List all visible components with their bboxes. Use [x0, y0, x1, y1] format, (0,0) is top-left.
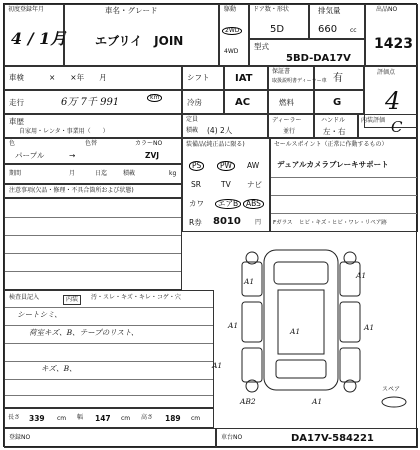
warranty-value-cell [314, 66, 364, 90]
equipment-aw: AW [247, 161, 260, 170]
equipment-tv: TV [221, 180, 231, 189]
rating-value: 4 [385, 87, 401, 115]
damage-mark: A1 [356, 271, 367, 280]
equipment-sr: SR [191, 180, 201, 189]
height-unit: cm [191, 415, 201, 422]
handle-label: ハンドル [321, 117, 346, 124]
windshield-outline [274, 262, 328, 284]
dimensions-cell [4, 408, 214, 428]
first-registration-label: 初度登録年月 [8, 6, 45, 13]
color-cell [4, 138, 182, 164]
notes-rule [5, 253, 181, 254]
inspection-value: × ×年 月 [49, 73, 107, 82]
period-date-label: 日迄 [95, 170, 108, 177]
selling-rule [271, 177, 417, 178]
color-code-label: カラーNO [135, 140, 163, 147]
notes-rule [5, 217, 181, 218]
length-unit: cm [57, 415, 67, 422]
recycle-label: R券 [189, 218, 202, 227]
damage-mark: A1 [244, 277, 255, 286]
shift-label: シフト [187, 73, 210, 82]
damage-mark: A1 [212, 361, 223, 370]
dealer-sub: 並行 [283, 128, 296, 135]
warranty-label-cell [268, 66, 327, 90]
length-value: 339 [29, 414, 45, 423]
period-kg: kg [169, 170, 177, 177]
registration-label: 登録NO [9, 434, 31, 441]
inspector-line-1: シートシミ、 [17, 310, 62, 319]
shift-label-cell [182, 66, 224, 90]
drive-cell [219, 4, 249, 66]
mileage-label: 走行 [9, 98, 24, 107]
ac-label-cell [182, 90, 224, 114]
inspection-cell [4, 66, 182, 90]
recycle-unit: 円 [255, 219, 262, 226]
ac-value-cell [224, 90, 268, 114]
inspector-options: 汚・スレ・キズ・キレ・コゲ・穴 [91, 294, 181, 301]
drive-label: 駆動 [224, 6, 237, 13]
history-sub: 自家用・レンタ・事業用（ ） [19, 128, 109, 135]
ac-value: AC [235, 97, 251, 108]
damage-mark: A1 [312, 397, 323, 406]
spare-tire-outline [382, 397, 406, 407]
period-month: 月 [69, 170, 76, 177]
ac-label: 冷房 [187, 98, 202, 107]
handle-cell [314, 114, 358, 138]
warranty-sub: 取扱説明書ディーラー車 [272, 78, 327, 84]
model-cell [249, 39, 365, 66]
width-unit: cm [121, 415, 131, 422]
lot-number-cell [365, 4, 418, 66]
notes-header-cell [4, 184, 182, 198]
capacity-sub: 積載 [186, 127, 199, 134]
chassis-value: DA17V-584221 [291, 433, 374, 444]
first-registration-value: 4 / 1月 [11, 29, 67, 48]
damage-mark: A1 [228, 321, 239, 330]
door-shape-label: ドア数・形状 [253, 6, 289, 13]
auction-sheet [3, 3, 417, 447]
damage-mark: A1 [364, 323, 375, 332]
equipment-navi: ナビ [247, 180, 262, 189]
spare-label: スペア [382, 386, 401, 393]
recycle-value: 8010 [213, 216, 241, 227]
displacement-unit: cc [350, 27, 357, 34]
equipment-pw-circled: PW [217, 161, 235, 171]
rear-window-outline [276, 360, 326, 378]
warranty-value: 有 [333, 73, 343, 84]
equipment-label: 装備品(純正品に限る) [186, 141, 245, 148]
left-side-panel [242, 302, 262, 342]
equipment-ps-circled: PS [189, 161, 204, 171]
model-value: 5BD-DA17V [286, 53, 351, 64]
period-cell [4, 164, 182, 184]
displacement-cell [309, 4, 365, 39]
inspector-line-2: 荷室キズ、B、テープのリスト、 [29, 328, 139, 337]
registration-cell [4, 428, 216, 448]
fuel-label: 燃料 [279, 98, 294, 107]
rating-label: 評価点 [377, 69, 396, 76]
history-label: 車歴 [9, 117, 24, 126]
lot-number-value: 1423 [374, 36, 413, 52]
inspector-sublabel: 内装 [63, 295, 81, 305]
notes-body [4, 198, 182, 290]
warranty-label: 保証書 [272, 68, 291, 75]
displacement-label: 排気量 [318, 6, 341, 15]
car-name-label: 車名・グレード [105, 6, 158, 15]
selling-rule [271, 213, 417, 214]
drive-4wd: 4WD [224, 48, 239, 55]
door-shape-cell [249, 4, 309, 39]
inspection-label: 車検 [9, 73, 24, 82]
roof-outline [278, 290, 324, 354]
mileage-unit-circled: km [147, 94, 162, 102]
width-value: 147 [95, 414, 111, 423]
car-name-cell [64, 4, 219, 66]
handle-value: 左・右 [323, 127, 346, 136]
model-label: 型式 [254, 42, 269, 51]
mileage-cell [4, 90, 182, 114]
lot-number-label: 出品NO [376, 6, 398, 13]
door-shape-value: 5D [270, 24, 285, 35]
selling-rule [271, 195, 417, 196]
color-value: パープル [15, 151, 45, 160]
period-label: 期間 [9, 170, 22, 177]
car-outline-diagram [182, 232, 418, 408]
displacement-value: 660 [318, 24, 338, 35]
capacity-label: 定員 [186, 116, 199, 123]
damage-mark: A1 [290, 327, 301, 336]
mileage-value: 6万 7千 991 [61, 97, 120, 108]
car-name-value: エブリイ JOIN [95, 34, 184, 48]
damage-mark: AB2 [240, 397, 256, 406]
interior-rating-label: 内装評価 [361, 117, 386, 124]
car-body-outline [264, 250, 338, 390]
equipment-abs-circled: ABS [243, 199, 264, 209]
color-change-label: 色替 [85, 140, 98, 147]
fuel-label-cell [268, 90, 314, 114]
color-arrow: → [69, 151, 76, 160]
height-label: 高さ [141, 414, 154, 421]
selling-points-value: デュアルカメラブレーキサポート [277, 160, 389, 169]
interior-rating-value: C [391, 118, 403, 136]
fuel-value-cell [314, 90, 364, 114]
height-value: 189 [165, 414, 181, 423]
interior-rating-cell [358, 114, 418, 138]
fuel-value: G [333, 97, 342, 108]
first-registration-cell [4, 4, 67, 66]
shift-value-cell [224, 66, 268, 90]
inspector-line-3: キズ、B、 [41, 364, 77, 373]
selling-points-label: セールスポイント（正常に作動するもの） [274, 141, 388, 148]
notes-rule [5, 271, 181, 272]
shift-value: IAT [235, 73, 253, 84]
glass-items: ヒビ・キズ・ヒビ・ワレ・リペア跡 [299, 220, 387, 226]
equipment-cell [182, 138, 270, 232]
equipment-leather: カワ [189, 199, 204, 208]
width-label: 幅 [77, 414, 84, 421]
left-rear-panel [242, 348, 262, 382]
dealer-cell [268, 114, 314, 138]
chassis-cell [216, 428, 418, 448]
drive-2wd-circled: 2WD [222, 27, 242, 35]
dealer-label: ディーラー [272, 117, 302, 124]
selling-points-cell [270, 138, 418, 232]
equipment-airbag-circled: エアB [215, 199, 241, 209]
inspector-label: 検査員記入 [9, 294, 40, 301]
glass-label: Fガラス [273, 220, 293, 226]
capacity-cell [182, 114, 268, 138]
history-cell [4, 114, 182, 138]
notes-rule [5, 235, 181, 236]
damage-diagram [182, 232, 418, 408]
chassis-label: 車台NO [221, 434, 243, 441]
notes-label: 注意事項(欠品・修理・不具合箇所および状態) [9, 187, 134, 194]
capacity-value: (4) 2人 [207, 126, 233, 135]
color-label: 色 [9, 140, 16, 147]
right-side-panel [340, 302, 360, 342]
length-label: 長さ [8, 414, 21, 421]
color-code-value: ZVJ [145, 151, 160, 160]
right-rear-panel [340, 348, 360, 382]
period-load-label: 積載 [123, 170, 136, 177]
